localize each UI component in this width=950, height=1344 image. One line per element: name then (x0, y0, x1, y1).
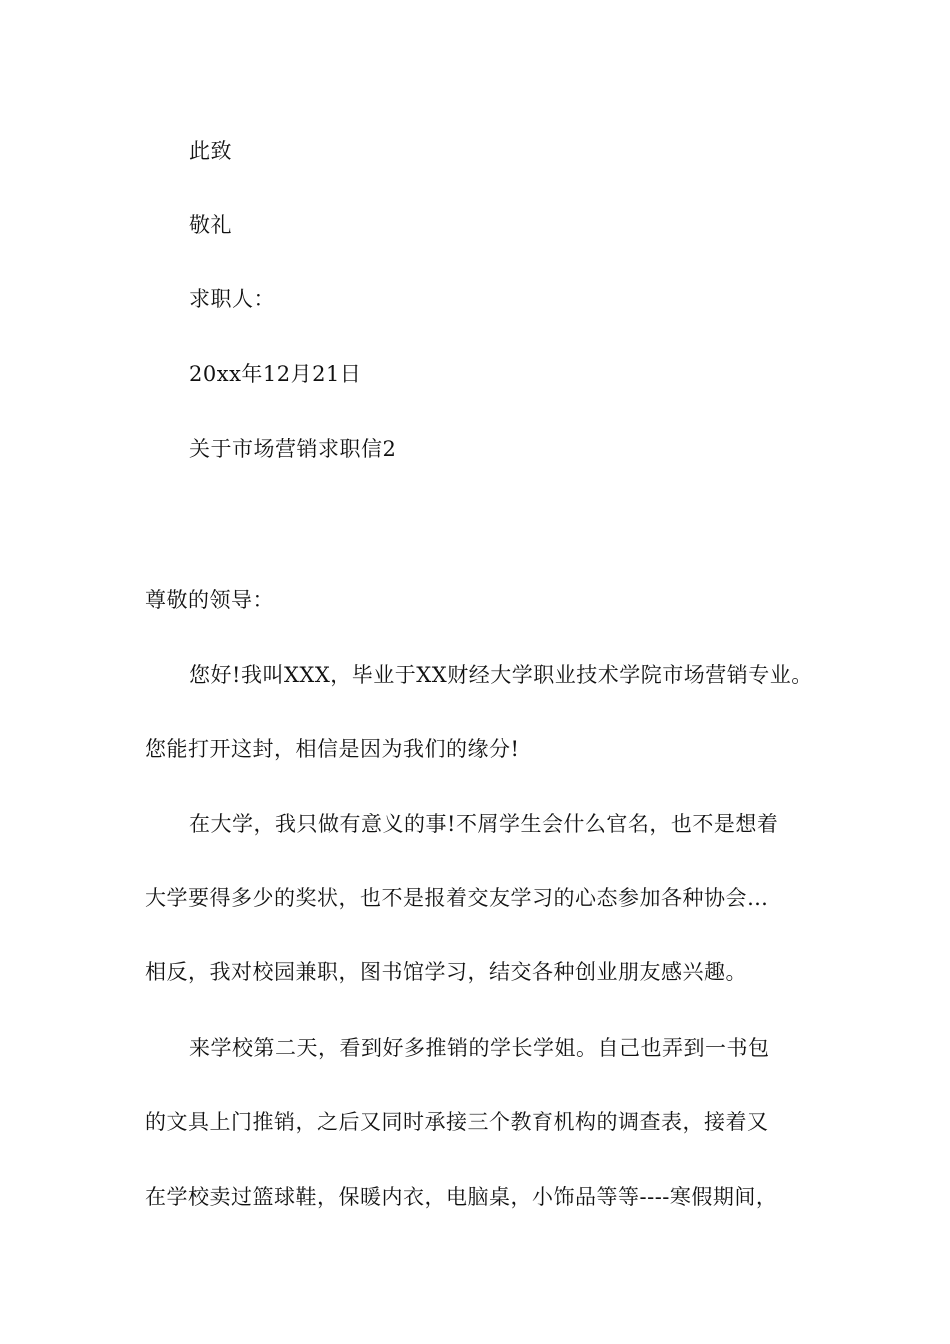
body-paragraph-3-line-3: 在学校卖过篮球鞋，保暖内衣，电脑桌，小饰品等等----寒假期间， (145, 1185, 778, 1209)
body-paragraph-2-line-2: 大学要得多少的奖状，也不是报着交友学习的心态参加各种协会… (145, 886, 769, 910)
closing-line-1: 此致 (189, 139, 232, 163)
body-paragraph-2-line-3: 相反，我对校园兼职，图书馆学习，结交各种创业朋友感兴趣。 (145, 960, 747, 984)
closing-line-2: 敬礼 (189, 213, 232, 237)
salutation: 尊敬的领导： (145, 588, 274, 612)
section-title: 关于市场营销求职信2 (189, 437, 397, 461)
body-paragraph-1-line-1: 您好!我叫XXX，毕业于XX财经大学职业技术学院市场营销专业。 (189, 663, 813, 687)
body-paragraph-3-line-2: 的文具上门推销，之后又同时承接三个教育机构的调查表，接着又 (145, 1110, 769, 1134)
body-paragraph-1-line-2: 您能打开这封，相信是因为我们的缘分! (145, 737, 520, 761)
signer-label: 求职人： (189, 287, 275, 311)
body-paragraph-2-line-1: 在大学，我只做有意义的事!不屑学生会什么官名，也不是想着 (189, 812, 779, 836)
body-paragraph-3-line-1: 来学校第二天，看到好多推销的学长学姐。自己也弄到一书包 (189, 1036, 770, 1060)
date-line: 20xx年12月21日 (189, 362, 362, 386)
